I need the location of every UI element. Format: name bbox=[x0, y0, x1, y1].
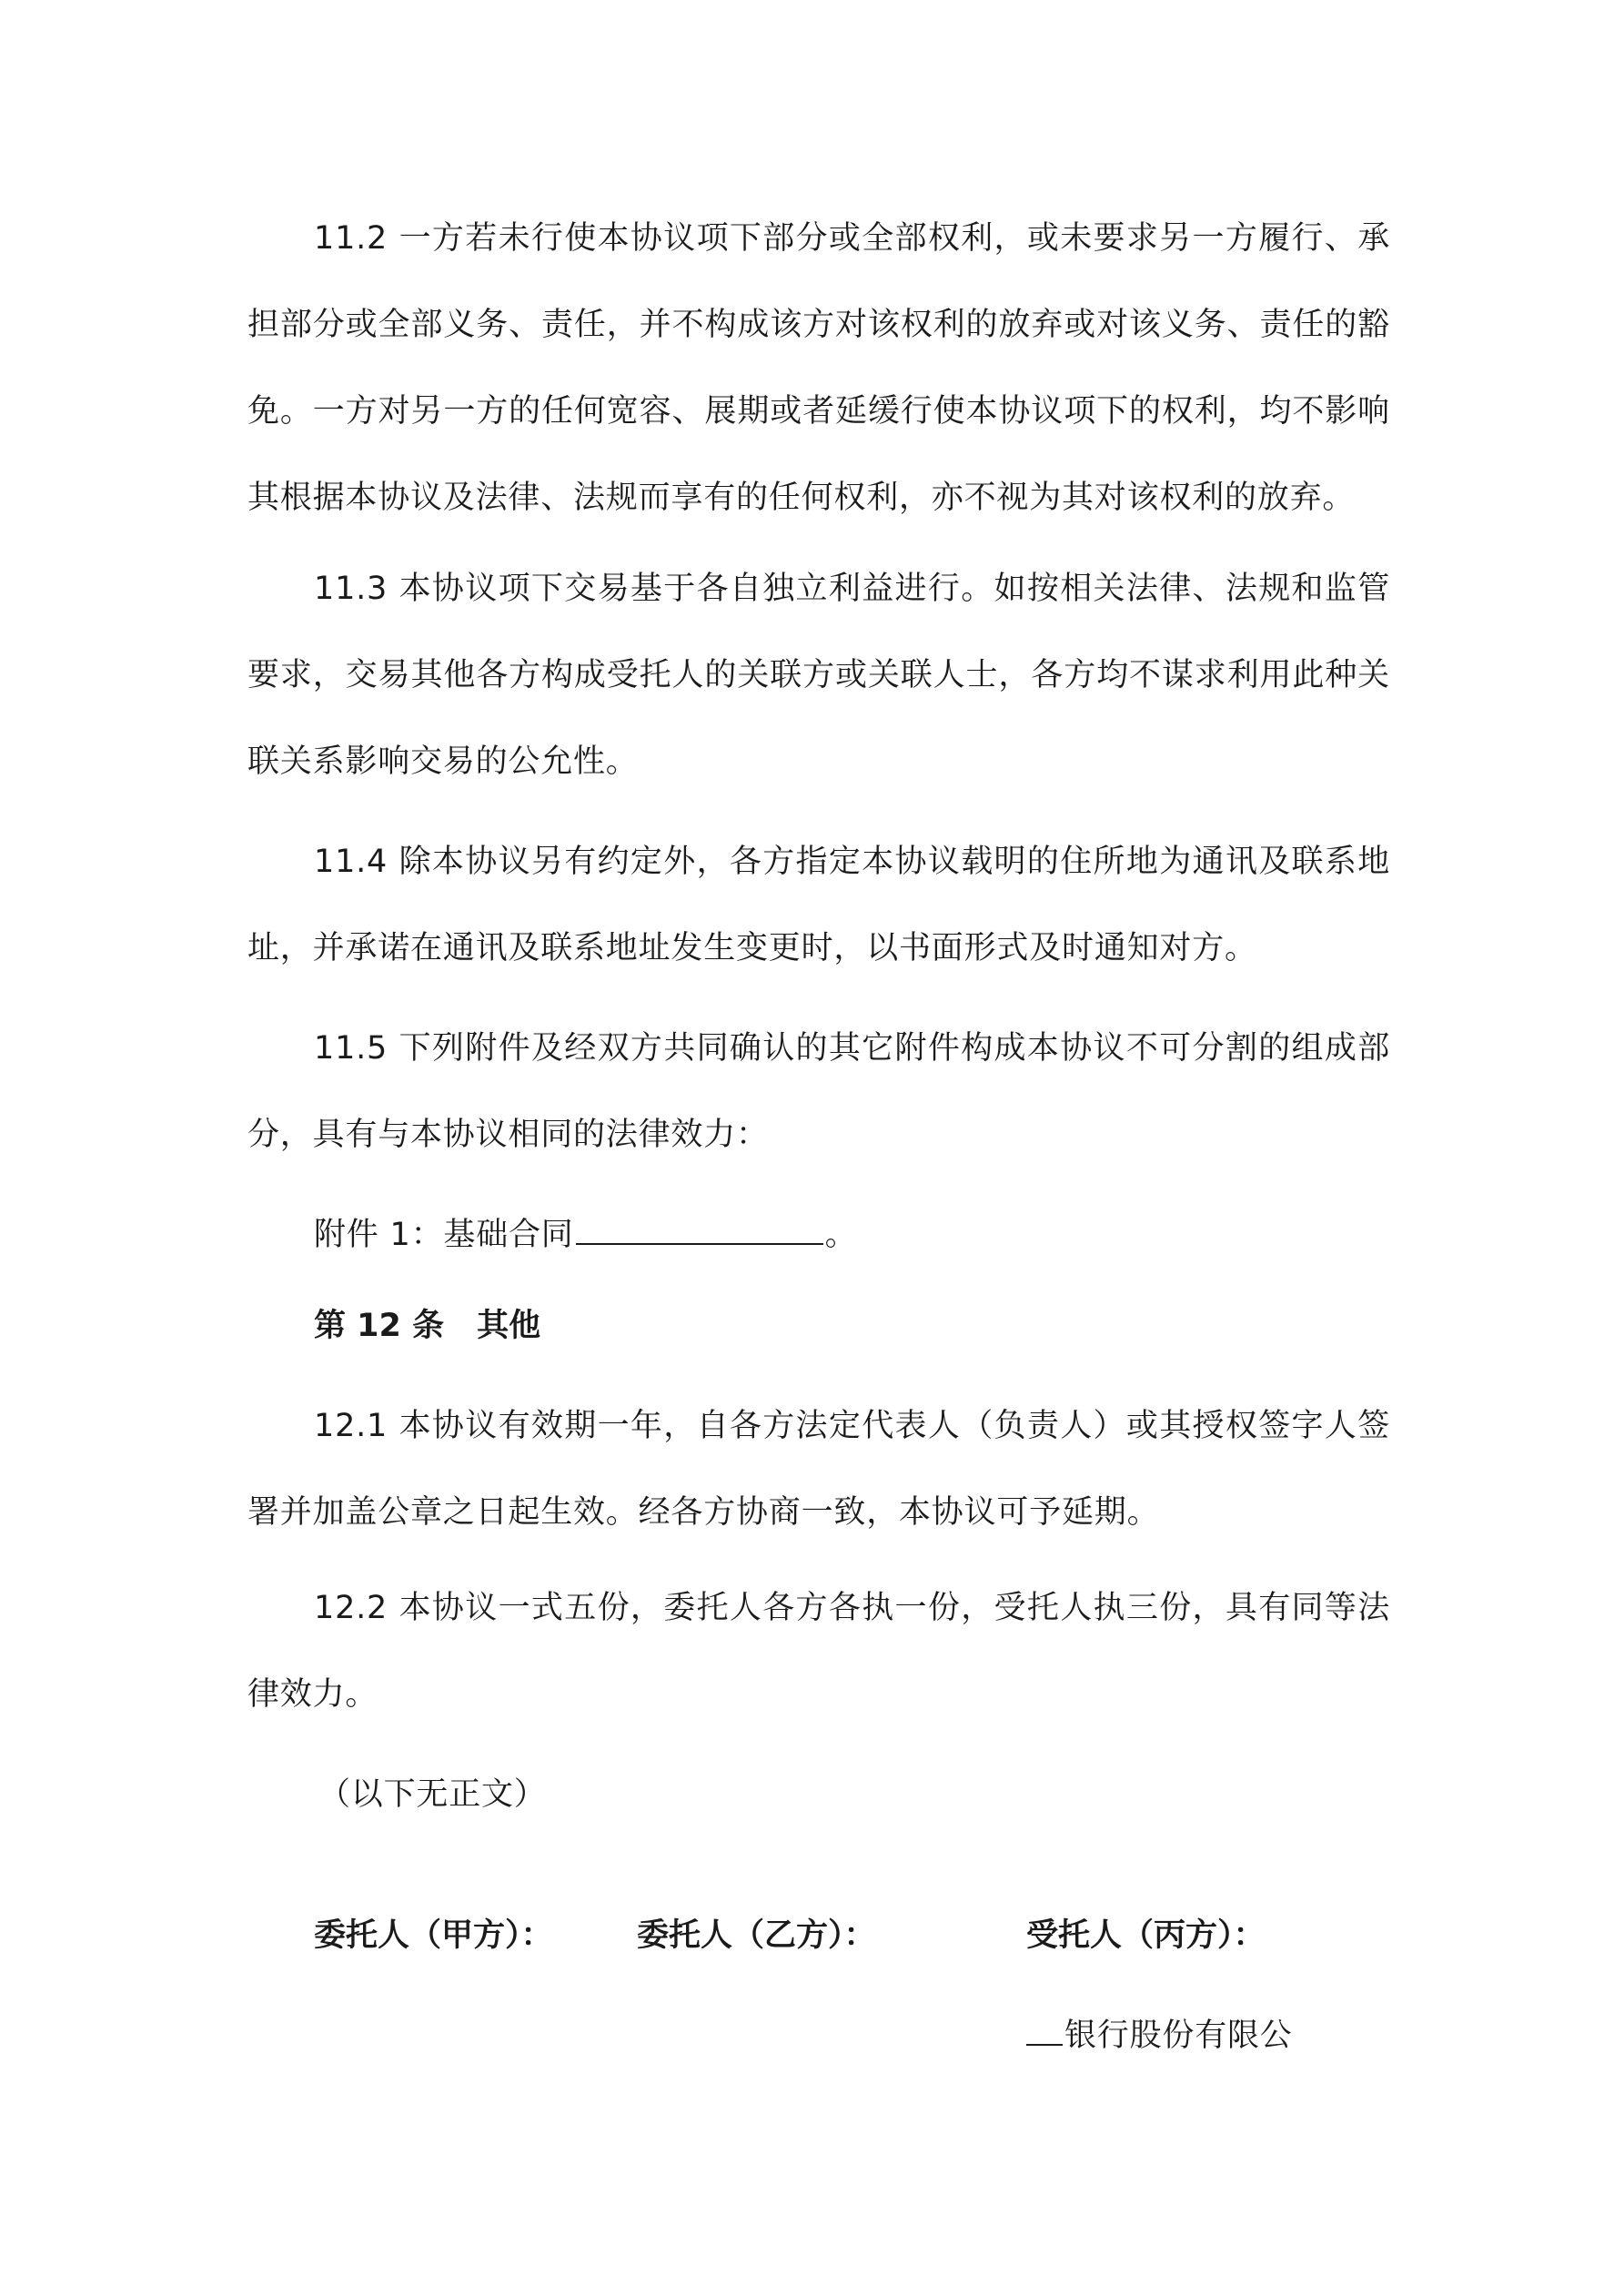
article-12-title: 其他 bbox=[477, 1308, 541, 1344]
bank-name-blank bbox=[1026, 2018, 1063, 2046]
end-of-text-note: （以下无正文） bbox=[318, 1776, 547, 1813]
article-12-heading bbox=[314, 1283, 540, 1370]
article-12-number: 第 12 条 bbox=[314, 1308, 445, 1344]
clause-12-1: 12.1 本协议有效期一年，自各方法定代表人（负责人）或其授权签字人签署并加盖公章之日起生效。经各方协商一致，本协议可予延期。 bbox=[247, 1408, 1390, 1531]
clause-12-2: 12.2 本协议一式五份，委托人各方各执一份，受托人执三份，具有同等法律效力。 bbox=[247, 1590, 1390, 1713]
clause-11-5: 11.5 下列附件及经双方共同确认的其它附件构成本协议不可分割的组成部分，具有与本协议相同的法律效力： bbox=[247, 1030, 1390, 1153]
attachment-blank bbox=[576, 1218, 823, 1245]
signature-party-c: 受托人（丙方）： bbox=[1026, 1917, 1266, 1954]
clause-11-4: 11.4 除本协议另有约定外，各方指定本协议载明的住所地为通讯及联系地址，并承诺在通讯及联系地址发生变更时，以书面形式及时通知对方。 bbox=[247, 844, 1390, 966]
signature-party-b: 委托人（乙方）： bbox=[637, 1917, 876, 1954]
bank-name: 银行股份有限公 bbox=[1064, 2018, 1293, 2054]
attachment-end: 。 bbox=[824, 1217, 858, 1253]
signature-party-a: 委托人（甲方）： bbox=[314, 1917, 553, 1954]
clause-11-2: 11.2 一方若未行使本协议项下部分或全部权利，或未要求另一方履行、承担部分或全部义务、责任，并不构成该方对该权利的放弃或对该义务、责任的豁免。一方对另一方的任何宽容、展期或者延缓行使本协议项下的权利，均不影响其根据本协议及法律、法规而享有的任何权利，亦不视为其对该权利的放弃。 bbox=[247, 220, 1390, 516]
bank-name-line bbox=[1026, 1993, 1293, 2079]
attachment-line bbox=[314, 1192, 857, 1279]
clause-11-3: 11.3 本协议项下交易基于各自独立利益进行。如按相关法律、法规和监管要求，交易其他各方构成受托人的关联方或关联人士，各方均不谋求利用此种关联关系影响交易的公允性。 bbox=[247, 571, 1390, 780]
attachment-label: 附件 1：基础合同 bbox=[314, 1217, 574, 1253]
